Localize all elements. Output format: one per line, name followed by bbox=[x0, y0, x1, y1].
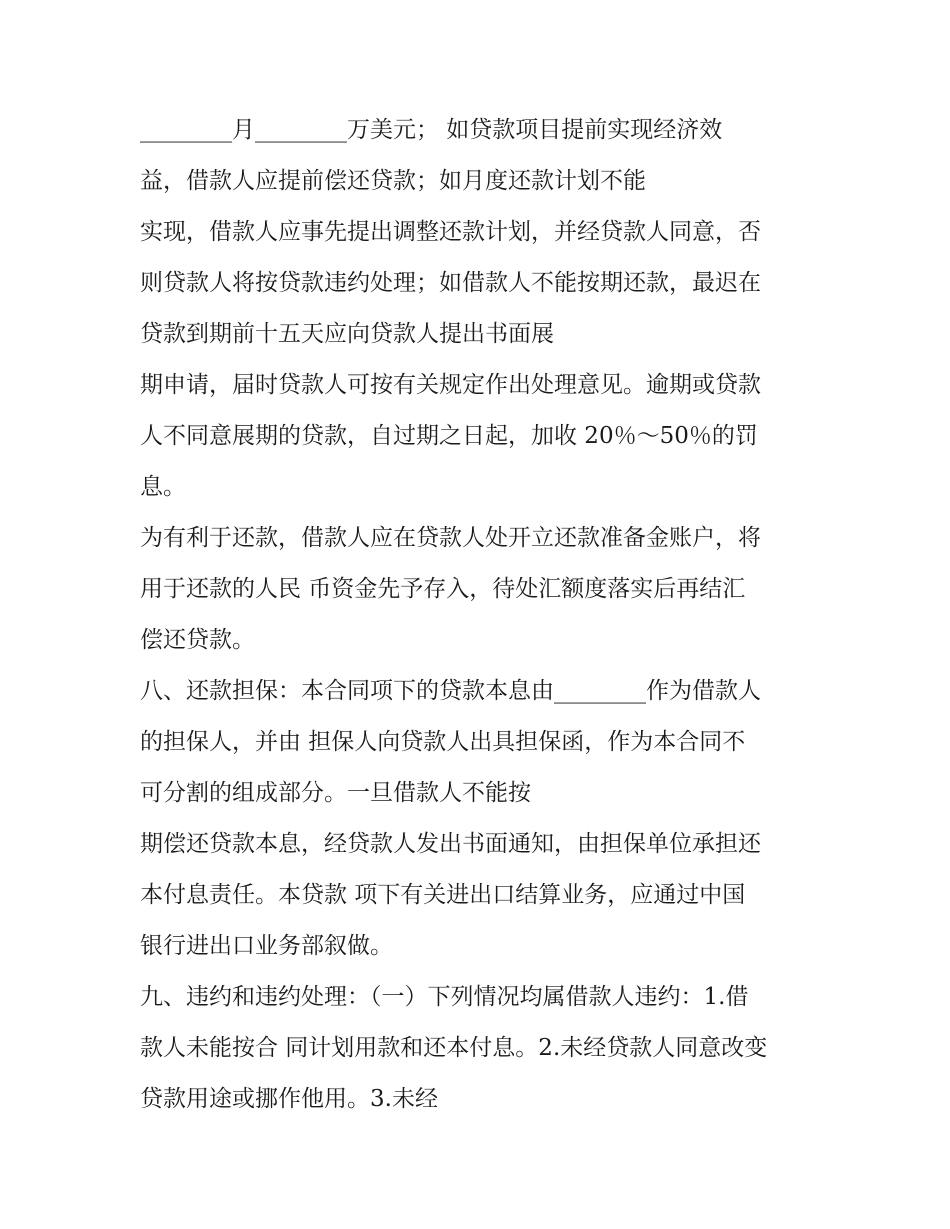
text-line: 期偿还贷款本息，经贷款人发出书面通知，由担保单位承担还 bbox=[140, 831, 761, 857]
text-line: 贷款用途或挪作他用。3.未经 bbox=[140, 1086, 438, 1112]
contract-text bbox=[140, 110, 840, 1130]
text-line: 息。 bbox=[140, 474, 186, 500]
text-line: 用于还款的人民 币资金先予存入，待处汇额度落实后再结汇 bbox=[140, 576, 746, 602]
text-line: 九、违约和违约处理：（一）下列情况均属借款人违约：1.借 bbox=[140, 984, 749, 1010]
text-line: 实现，借款人应事先提出调整还款计划，并经贷款人同意，否 bbox=[140, 219, 761, 245]
text-line: 人不同意展期的贷款，自过期之日起，加收 20％～50％的罚 bbox=[140, 423, 758, 449]
text-line: 为有利于还款，借款人应在贷款人处开立还款准备金账户，将 bbox=[140, 525, 761, 551]
text-line: 银行进出口业务部叙做。 bbox=[140, 933, 393, 959]
text-line: 八、还款担保：本合同项下的贷款本息由________作为借款人 bbox=[140, 678, 761, 704]
text-line: 期申请，届时贷款人可按有关规定作出处理意见。逾期或贷款 bbox=[140, 372, 761, 398]
text-line: 的担保人，并由 担保人向贷款人出具担保函，作为本合同不 bbox=[140, 729, 746, 755]
text-line: 本付息责任。本贷款 项下有关进出口结算业务，应通过中国 bbox=[140, 882, 746, 908]
text-line: 则贷款人将按贷款违约处理；如借款人不能按期还款，最迟在 bbox=[140, 270, 761, 296]
text-line: 益，借款人应提前偿还贷款；如月度还款计划不能 bbox=[140, 168, 646, 194]
text-line: 可分割的组成部分。一旦借款人不能按 bbox=[140, 780, 531, 806]
text-line: ________月________万美元； 如贷款项目提前实现经济效 bbox=[140, 117, 723, 143]
text-line: 偿还贷款。 bbox=[140, 627, 255, 653]
text-line: 贷款到期前十五天应向贷款人提出书面展 bbox=[140, 321, 554, 347]
text-line: 款人未能按合 同计划用款和还本付息。2.未经贷款人同意改变 bbox=[140, 1035, 768, 1061]
